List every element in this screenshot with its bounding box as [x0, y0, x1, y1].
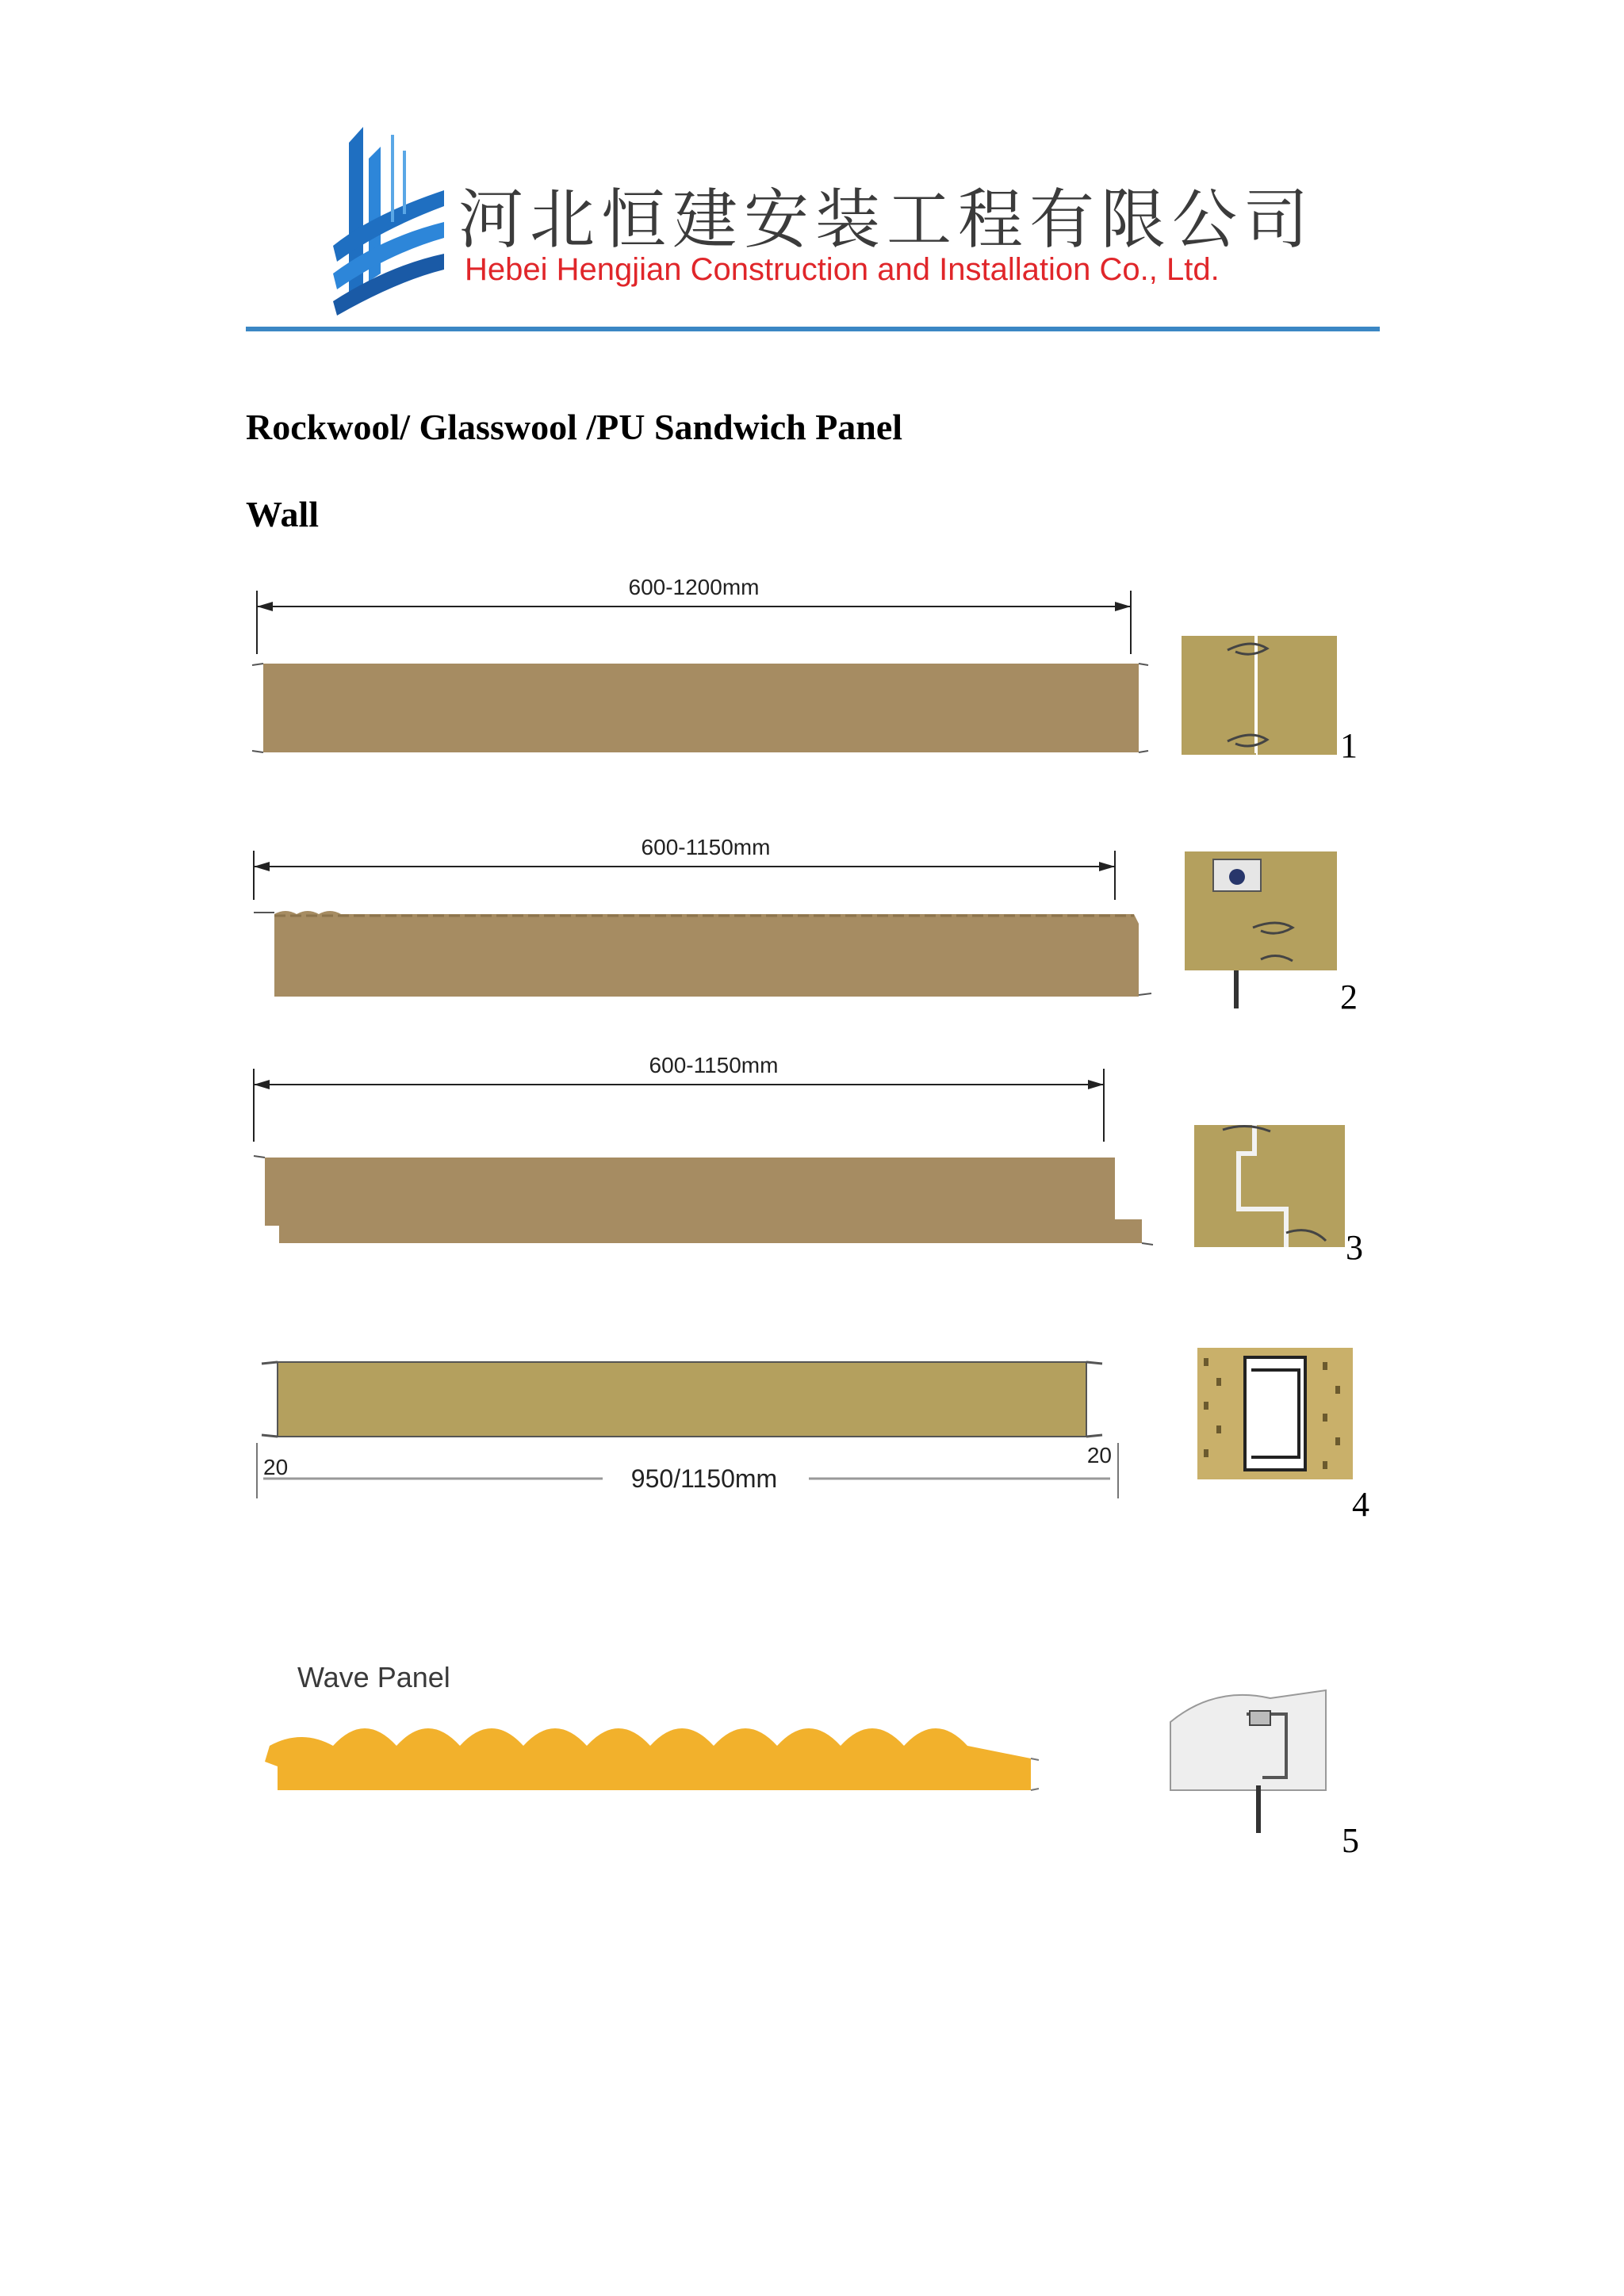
panel-2-joint-detail	[1182, 848, 1340, 1011]
panel-3-joint-detail	[1191, 1122, 1350, 1257]
panel-3-dimension: 600-1150mm	[649, 1053, 779, 1077]
section-heading-wall: Wall	[246, 494, 320, 534]
header-divider	[246, 327, 1380, 331]
figure-number-5: 5	[1342, 1821, 1359, 1860]
panel-1-profile	[246, 567, 1158, 757]
figure-number-4: 4	[1352, 1485, 1369, 1524]
panel-2-profile	[246, 828, 1158, 1007]
figure-number-2: 2	[1340, 978, 1358, 1016]
panel-2-dimension: 600-1150mm	[641, 835, 771, 859]
panel-4-joint-detail	[1196, 1346, 1354, 1481]
panel-1-joint-detail	[1180, 634, 1339, 757]
company-logo	[325, 127, 452, 317]
letterhead	[246, 119, 1380, 333]
company-name-english: Hebei Hengjian Construction and Installation Co., Ltd.	[465, 252, 1220, 287]
panel-4-profile	[246, 1348, 1158, 1506]
figure-number-1: 1	[1340, 726, 1358, 765]
panel-4-dimension: 950/1150mm	[630, 1464, 778, 1493]
panel-5-wave-profile	[246, 1649, 1078, 1831]
company-name-chinese: 河北恒建安装工程有限公司	[458, 182, 1316, 258]
panel-5-joint-detail	[1167, 1682, 1334, 1841]
panel-4-side-mark-left: 20	[263, 1455, 289, 1479]
document-title: Rockwool/ Glasswool /PU Sandwich Panel	[246, 407, 903, 447]
panel-3-profile	[246, 1047, 1158, 1253]
panel-4-side-mark-right: 20	[1086, 1443, 1112, 1468]
wave-panel-label: Wave Panel	[297, 1661, 450, 1693]
panel-1-dimension: 600-1200mm	[628, 575, 760, 599]
figure-number-3: 3	[1346, 1228, 1363, 1267]
